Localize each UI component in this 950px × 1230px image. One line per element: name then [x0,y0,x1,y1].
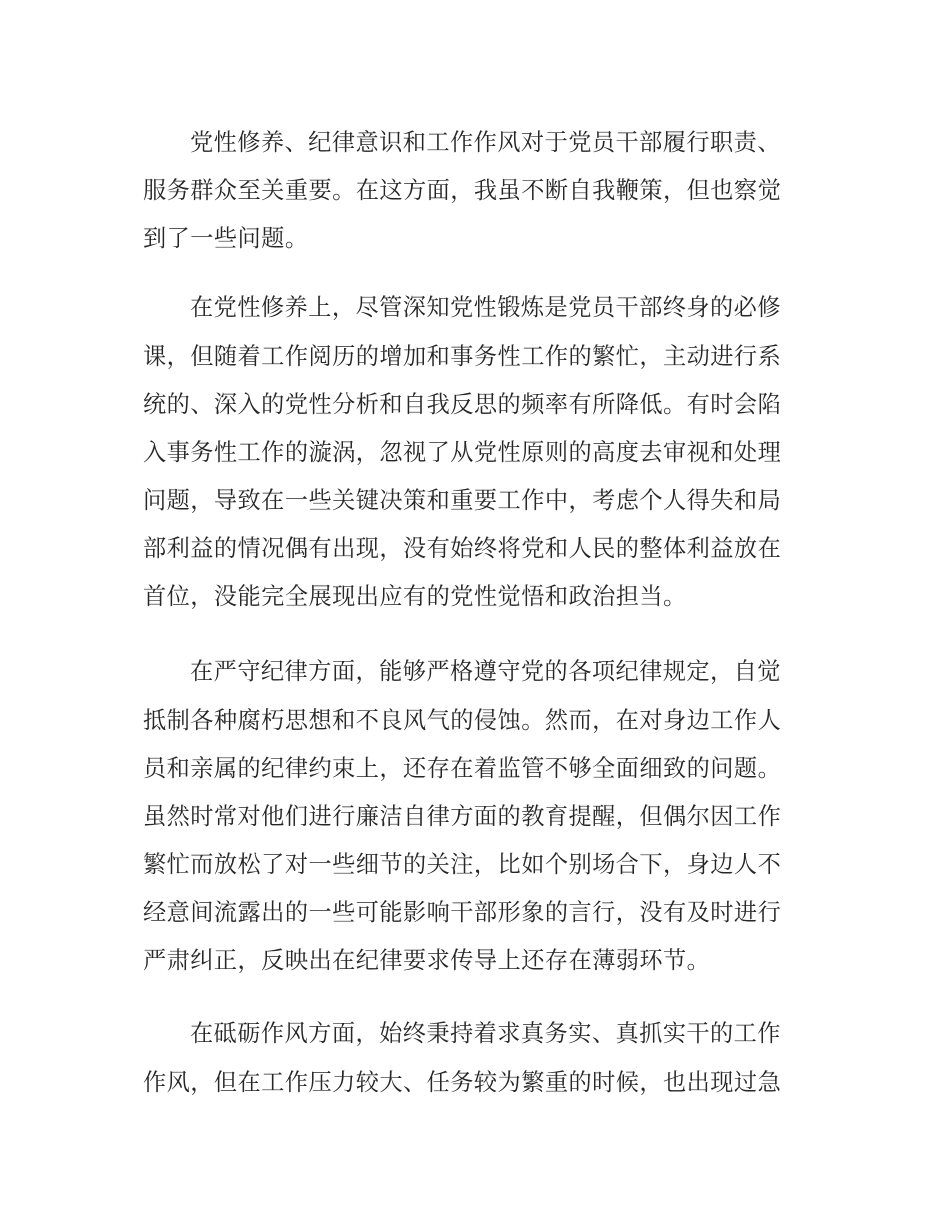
text-line: 在砥砺作风方面，始终秉持着求真务实、真抓实干的工作 [190,1020,781,1047]
text-line: 抵制各种腐朽思想和不良风气的侵蚀。然而，在对身边工作人 [143,707,782,734]
text-line: 课，但随着工作阅历的增加和事务性工作的繁忙，主动进行系 [143,343,782,370]
text-line: 部利益的情况偶有出现，没有始终将党和人民的整体利益放在 [143,535,782,562]
text-line: 作风，但在工作压力较大、任务较为繁重的时候，也出现过急 [143,1069,782,1096]
text-line: 虽然时常对他们进行廉洁自律方面的教育提醒，但偶尔因工作 [143,803,782,830]
text-line: 入事务性工作的漩涡，忽视了从党性原则的高度去审视和处理 [143,439,782,466]
text-line: 党性修养、纪律意识和工作作风对于党员干部履行职责、 [190,129,781,156]
text-line: 统的、深入的党性分析和自我反思的频率有所降低。有时会陷 [143,391,782,418]
text-line: 在党性修养上，尽管深知党性锻炼是党员干部终身的必修 [190,294,781,321]
text-line: 员和亲属的纪律约束上，还存在着监管不够全面细致的问题。 [143,755,782,782]
text-line: 首位，没能完全展现出应有的党性觉悟和政治担当。 [143,583,687,610]
text-line: 服务群众至关重要。在这方面，我虽不断自我鞭策，但也察觉 [143,177,782,204]
text-line: 严肃纠正，反映出在纪律要求传导上还存在薄弱环节。 [143,947,711,974]
text-line: 到了一些问题。 [143,225,309,252]
text-line: 繁忙而放松了对一些细节的关注，比如个别场合下，身边人不 [143,851,782,878]
text-line: 在严守纪律方面，能够严格遵守党的各项纪律规定，自觉 [190,658,781,685]
text-line: 经意间流露出的一些可能影响干部形象的言行，没有及时进行 [143,899,782,926]
text-line: 问题，导致在一些关键决策和重要工作中，考虑个人得失和局 [143,487,782,514]
